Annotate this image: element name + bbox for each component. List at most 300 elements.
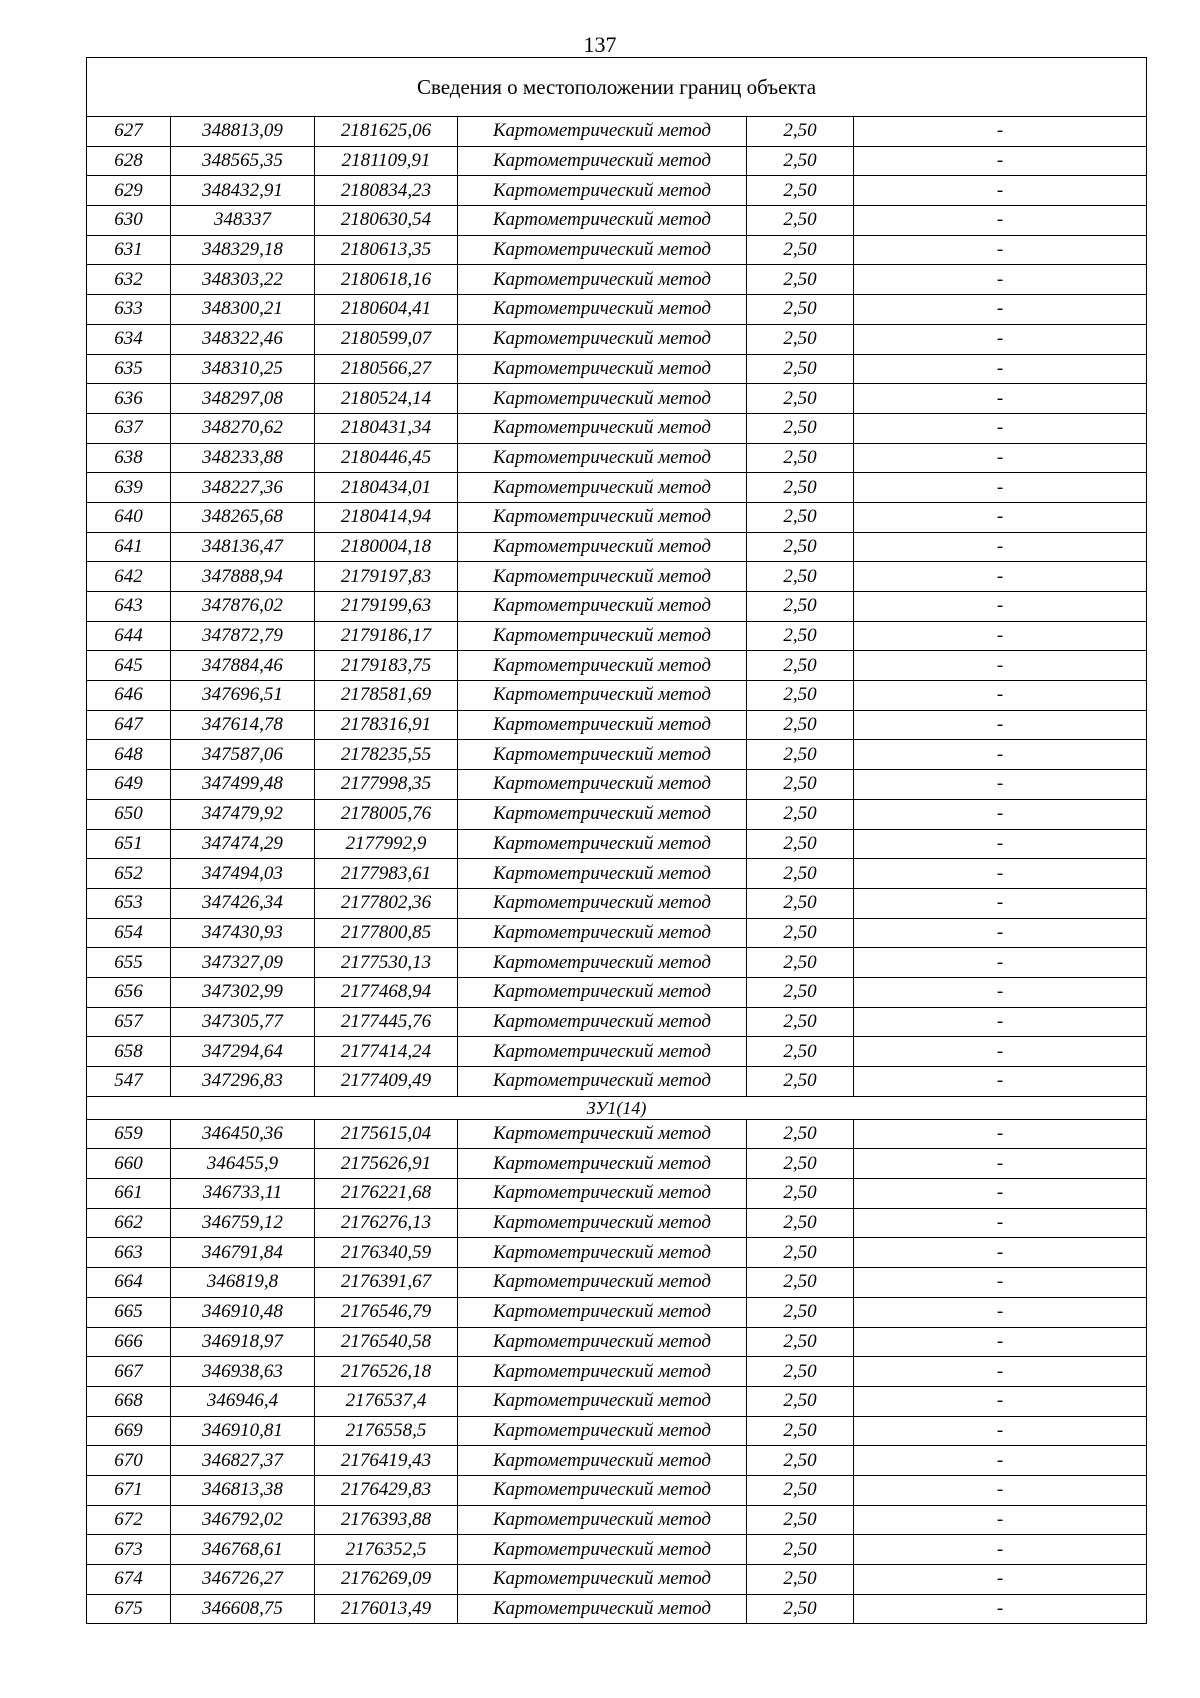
y-coordinate-cell: 2178581,69 <box>315 681 458 711</box>
table-row <box>87 948 1147 978</box>
x-coordinate-cell: 346450,36 <box>171 1119 315 1149</box>
point-number-cell: 637 <box>87 413 171 443</box>
accuracy-cell: 2,50 <box>747 681 854 711</box>
description-cell: - <box>854 681 1147 711</box>
point-number-cell: 639 <box>87 473 171 503</box>
point-number-cell: 636 <box>87 384 171 414</box>
description-cell: - <box>854 621 1147 651</box>
description-cell: - <box>854 1594 1147 1624</box>
accuracy-cell: 2,50 <box>747 354 854 384</box>
method-cell: Картометрический метод <box>458 1007 747 1037</box>
y-coordinate-cell: 2178316,91 <box>315 710 458 740</box>
table-row <box>87 710 1147 740</box>
description-cell: - <box>854 1007 1147 1037</box>
point-number-cell: 656 <box>87 977 171 1007</box>
y-coordinate-cell: 2180434,01 <box>315 473 458 503</box>
description-cell: - <box>854 770 1147 800</box>
y-coordinate-cell: 2177409,49 <box>315 1067 458 1097</box>
x-coordinate-cell: 347587,06 <box>171 740 315 770</box>
method-cell: Картометрический метод <box>458 829 747 859</box>
accuracy-cell: 2,50 <box>747 1594 854 1624</box>
y-coordinate-cell: 2177998,35 <box>315 770 458 800</box>
accuracy-cell: 2,50 <box>747 473 854 503</box>
y-coordinate-cell: 2176540,58 <box>315 1327 458 1357</box>
table-row <box>87 502 1147 532</box>
accuracy-cell: 2,50 <box>747 1067 854 1097</box>
method-cell: Картометрический метод <box>458 1067 747 1097</box>
description-cell: - <box>854 1208 1147 1238</box>
y-coordinate-cell: 2176276,13 <box>315 1208 458 1238</box>
point-number-cell: 647 <box>87 710 171 740</box>
accuracy-cell: 2,50 <box>747 859 854 889</box>
table-row <box>87 651 1147 681</box>
method-cell: Картометрический метод <box>458 888 747 918</box>
table-row <box>87 770 1147 800</box>
table-row <box>87 324 1147 354</box>
accuracy-cell: 2,50 <box>747 1535 854 1565</box>
accuracy-cell: 2,50 <box>747 770 854 800</box>
description-cell: - <box>854 235 1147 265</box>
description-cell: - <box>854 146 1147 176</box>
y-coordinate-cell: 2176546,79 <box>315 1297 458 1327</box>
table-row <box>87 977 1147 1007</box>
method-cell: Картометрический метод <box>458 1357 747 1387</box>
method-cell: Картометрический метод <box>458 1297 747 1327</box>
x-coordinate-cell: 348329,18 <box>171 235 315 265</box>
table-row <box>87 354 1147 384</box>
description-cell: - <box>854 1149 1147 1179</box>
point-number-cell: 631 <box>87 235 171 265</box>
y-coordinate-cell: 2180834,23 <box>315 176 458 206</box>
point-number-cell: 632 <box>87 265 171 295</box>
accuracy-cell: 2,50 <box>747 710 854 740</box>
table-row <box>87 176 1147 206</box>
accuracy-cell: 2,50 <box>747 265 854 295</box>
point-number-cell: 641 <box>87 532 171 562</box>
point-number-cell: 635 <box>87 354 171 384</box>
table-row <box>87 740 1147 770</box>
y-coordinate-cell: 2180604,41 <box>315 295 458 325</box>
table-row <box>87 413 1147 443</box>
method-cell: Картометрический метод <box>458 1416 747 1446</box>
point-number-cell: 643 <box>87 592 171 622</box>
accuracy-cell: 2,50 <box>747 1446 854 1476</box>
section-heading: ЗУ1(14) <box>87 1096 1147 1119</box>
x-coordinate-cell: 347474,29 <box>171 829 315 859</box>
y-coordinate-cell: 2176419,43 <box>315 1446 458 1476</box>
accuracy-cell: 2,50 <box>747 206 854 236</box>
boundary-coordinates-table <box>86 57 1147 1624</box>
x-coordinate-cell: 347426,34 <box>171 888 315 918</box>
method-cell: Картометрический метод <box>458 1446 747 1476</box>
accuracy-cell: 2,50 <box>747 592 854 622</box>
method-cell: Картометрический метод <box>458 324 747 354</box>
x-coordinate-cell: 347872,79 <box>171 621 315 651</box>
point-number-cell: 630 <box>87 206 171 236</box>
method-cell: Картометрический метод <box>458 1179 747 1209</box>
table-body <box>87 117 1147 1624</box>
method-cell: Картометрический метод <box>458 770 747 800</box>
table-row <box>87 1535 1147 1565</box>
y-coordinate-cell: 2180446,45 <box>315 443 458 473</box>
table-row <box>87 621 1147 651</box>
point-number-cell: 653 <box>87 888 171 918</box>
table-row <box>87 799 1147 829</box>
description-cell: - <box>854 1416 1147 1446</box>
y-coordinate-cell: 2176558,5 <box>315 1416 458 1446</box>
point-number-cell: 672 <box>87 1505 171 1535</box>
table-row <box>87 1416 1147 1446</box>
point-number-cell: 634 <box>87 324 171 354</box>
table-title: Сведения о местоположении границ объекта <box>87 58 1147 117</box>
description-cell: - <box>854 948 1147 978</box>
point-number-cell: 660 <box>87 1149 171 1179</box>
y-coordinate-cell: 2180566,27 <box>315 354 458 384</box>
point-number-cell: 662 <box>87 1208 171 1238</box>
y-coordinate-cell: 2176352,5 <box>315 1535 458 1565</box>
y-coordinate-cell: 2180414,94 <box>315 502 458 532</box>
method-cell: Картометрический метод <box>458 1119 747 1149</box>
x-coordinate-cell: 348300,21 <box>171 295 315 325</box>
y-coordinate-cell: 2179199,63 <box>315 592 458 622</box>
point-number-cell: 664 <box>87 1268 171 1298</box>
point-number-cell: 651 <box>87 829 171 859</box>
x-coordinate-cell: 347614,78 <box>171 710 315 740</box>
description-cell: - <box>854 1037 1147 1067</box>
description-cell: - <box>854 562 1147 592</box>
method-cell: Картометрический метод <box>458 265 747 295</box>
point-number-cell: 668 <box>87 1386 171 1416</box>
method-cell: Картометрический метод <box>458 354 747 384</box>
x-coordinate-cell: 348297,08 <box>171 384 315 414</box>
accuracy-cell: 2,50 <box>747 1386 854 1416</box>
method-cell: Картометрический метод <box>458 562 747 592</box>
table-row <box>87 1594 1147 1624</box>
accuracy-cell: 2,50 <box>747 502 854 532</box>
point-number-cell: 652 <box>87 859 171 889</box>
y-coordinate-cell: 2177530,13 <box>315 948 458 978</box>
y-coordinate-cell: 2176340,59 <box>315 1238 458 1268</box>
x-coordinate-cell: 346726,27 <box>171 1565 315 1595</box>
table-row <box>87 532 1147 562</box>
table-row <box>87 1327 1147 1357</box>
x-coordinate-cell: 347294,64 <box>171 1037 315 1067</box>
description-cell: - <box>854 1446 1147 1476</box>
y-coordinate-cell: 2180618,16 <box>315 265 458 295</box>
x-coordinate-cell: 347888,94 <box>171 562 315 592</box>
x-coordinate-cell: 348337 <box>171 206 315 236</box>
accuracy-cell: 2,50 <box>747 1119 854 1149</box>
y-coordinate-cell: 2179183,75 <box>315 651 458 681</box>
page-number: 137 <box>583 32 617 57</box>
method-cell: Картометрический метод <box>458 1208 747 1238</box>
x-coordinate-cell: 348233,88 <box>171 443 315 473</box>
x-coordinate-cell: 347479,92 <box>171 799 315 829</box>
point-number-cell: 675 <box>87 1594 171 1624</box>
accuracy-cell: 2,50 <box>747 1268 854 1298</box>
method-cell: Картометрический метод <box>458 532 747 562</box>
x-coordinate-cell: 346608,75 <box>171 1594 315 1624</box>
description-cell: - <box>854 1297 1147 1327</box>
method-cell: Картометрический метод <box>458 681 747 711</box>
accuracy-cell: 2,50 <box>747 117 854 147</box>
y-coordinate-cell: 2176269,09 <box>315 1565 458 1595</box>
point-number-cell: 663 <box>87 1238 171 1268</box>
x-coordinate-cell: 346938,63 <box>171 1357 315 1387</box>
accuracy-cell: 2,50 <box>747 1149 854 1179</box>
x-coordinate-cell: 346455,9 <box>171 1149 315 1179</box>
x-coordinate-cell: 346819,8 <box>171 1268 315 1298</box>
table-row <box>87 1238 1147 1268</box>
y-coordinate-cell: 2177800,85 <box>315 918 458 948</box>
x-coordinate-cell: 348565,35 <box>171 146 315 176</box>
description-cell: - <box>854 829 1147 859</box>
method-cell: Картометрический метод <box>458 176 747 206</box>
description-cell: - <box>854 473 1147 503</box>
table-row <box>87 1067 1147 1097</box>
point-number-cell: 667 <box>87 1357 171 1387</box>
method-cell: Картометрический метод <box>458 948 747 978</box>
point-number-cell: 645 <box>87 651 171 681</box>
method-cell: Картометрический метод <box>458 1268 747 1298</box>
point-number-cell: 628 <box>87 146 171 176</box>
accuracy-cell: 2,50 <box>747 799 854 829</box>
description-cell: - <box>854 443 1147 473</box>
y-coordinate-cell: 2176013,49 <box>315 1594 458 1624</box>
description-cell: - <box>854 1327 1147 1357</box>
x-coordinate-cell: 348270,62 <box>171 413 315 443</box>
table-row <box>87 1119 1147 1149</box>
y-coordinate-cell: 2180599,07 <box>315 324 458 354</box>
accuracy-cell: 2,50 <box>747 1037 854 1067</box>
point-number-cell: 659 <box>87 1119 171 1149</box>
x-coordinate-cell: 348136,47 <box>171 532 315 562</box>
point-number-cell: 654 <box>87 918 171 948</box>
method-cell: Картометрический метод <box>458 1505 747 1535</box>
point-number-cell: 669 <box>87 1416 171 1446</box>
point-number-cell: 670 <box>87 1446 171 1476</box>
method-cell: Картометрический метод <box>458 710 747 740</box>
method-cell: Картометрический метод <box>458 1149 747 1179</box>
method-cell: Картометрический метод <box>458 859 747 889</box>
description-cell: - <box>854 1119 1147 1149</box>
table-row <box>87 1386 1147 1416</box>
table-row <box>87 681 1147 711</box>
point-number-cell: 657 <box>87 1007 171 1037</box>
description-cell: - <box>854 888 1147 918</box>
x-coordinate-cell: 347305,77 <box>171 1007 315 1037</box>
method-cell: Картометрический метод <box>458 1037 747 1067</box>
description-cell: - <box>854 1505 1147 1535</box>
table-row <box>87 265 1147 295</box>
y-coordinate-cell: 2181109,91 <box>315 146 458 176</box>
y-coordinate-cell: 2177983,61 <box>315 859 458 889</box>
accuracy-cell: 2,50 <box>747 1297 854 1327</box>
accuracy-cell: 2,50 <box>747 384 854 414</box>
table-row <box>87 1297 1147 1327</box>
description-cell: - <box>854 324 1147 354</box>
table-row <box>87 918 1147 948</box>
table-row <box>87 1149 1147 1179</box>
y-coordinate-cell: 2177445,76 <box>315 1007 458 1037</box>
y-coordinate-cell: 2181625,06 <box>315 117 458 147</box>
x-coordinate-cell: 348310,25 <box>171 354 315 384</box>
x-coordinate-cell: 347884,46 <box>171 651 315 681</box>
point-number-cell: 671 <box>87 1475 171 1505</box>
x-coordinate-cell: 346768,61 <box>171 1535 315 1565</box>
x-coordinate-cell: 347302,99 <box>171 977 315 1007</box>
description-cell: - <box>854 384 1147 414</box>
table-row <box>87 1007 1147 1037</box>
x-coordinate-cell: 347499,48 <box>171 770 315 800</box>
description-cell: - <box>854 117 1147 147</box>
table-row <box>87 1037 1147 1067</box>
method-cell: Картометрический метод <box>458 918 747 948</box>
method-cell: Картометрический метод <box>458 651 747 681</box>
y-coordinate-cell: 2177468,94 <box>315 977 458 1007</box>
accuracy-cell: 2,50 <box>747 295 854 325</box>
description-cell: - <box>854 295 1147 325</box>
y-coordinate-cell: 2180431,34 <box>315 413 458 443</box>
accuracy-cell: 2,50 <box>747 948 854 978</box>
x-coordinate-cell: 348813,09 <box>171 117 315 147</box>
point-number-cell: 666 <box>87 1327 171 1357</box>
description-cell: - <box>854 532 1147 562</box>
x-coordinate-cell: 347876,02 <box>171 592 315 622</box>
x-coordinate-cell: 346910,48 <box>171 1297 315 1327</box>
description-cell: - <box>854 413 1147 443</box>
point-number-cell: 640 <box>87 502 171 532</box>
method-cell: Картометрический метод <box>458 235 747 265</box>
table-row <box>87 384 1147 414</box>
accuracy-cell: 2,50 <box>747 1505 854 1535</box>
description-cell: - <box>854 651 1147 681</box>
y-coordinate-cell: 2177414,24 <box>315 1037 458 1067</box>
method-cell: Картометрический метод <box>458 117 747 147</box>
method-cell: Картометрический метод <box>458 384 747 414</box>
accuracy-cell: 2,50 <box>747 977 854 1007</box>
y-coordinate-cell: 2178005,76 <box>315 799 458 829</box>
y-coordinate-cell: 2179186,17 <box>315 621 458 651</box>
description-cell: - <box>854 1268 1147 1298</box>
point-number-cell: 674 <box>87 1565 171 1595</box>
table-row <box>87 1446 1147 1476</box>
description-cell: - <box>854 740 1147 770</box>
method-cell: Картометрический метод <box>458 592 747 622</box>
accuracy-cell: 2,50 <box>747 443 854 473</box>
table-row <box>87 859 1147 889</box>
table-row <box>87 592 1147 622</box>
method-cell: Картометрический метод <box>458 977 747 1007</box>
point-number-cell: 649 <box>87 770 171 800</box>
point-number-cell: 646 <box>87 681 171 711</box>
description-cell: - <box>854 1067 1147 1097</box>
method-cell: Картометрический метод <box>458 621 747 651</box>
y-coordinate-cell: 2176526,18 <box>315 1357 458 1387</box>
x-coordinate-cell: 347327,09 <box>171 948 315 978</box>
accuracy-cell: 2,50 <box>747 532 854 562</box>
table-row <box>87 146 1147 176</box>
x-coordinate-cell: 346813,38 <box>171 1475 315 1505</box>
point-number-cell: 642 <box>87 562 171 592</box>
accuracy-cell: 2,50 <box>747 235 854 265</box>
point-number-cell: 644 <box>87 621 171 651</box>
accuracy-cell: 2,50 <box>747 1238 854 1268</box>
description-cell: - <box>854 176 1147 206</box>
method-cell: Картометрический метод <box>458 1386 747 1416</box>
y-coordinate-cell: 2176391,67 <box>315 1268 458 1298</box>
x-coordinate-cell: 346759,12 <box>171 1208 315 1238</box>
x-coordinate-cell: 346827,37 <box>171 1446 315 1476</box>
table-row <box>87 235 1147 265</box>
section-heading-row <box>87 1096 1147 1119</box>
table-row <box>87 1505 1147 1535</box>
table-row <box>87 1208 1147 1238</box>
accuracy-cell: 2,50 <box>747 176 854 206</box>
point-number-cell: 547 <box>87 1067 171 1097</box>
method-cell: Картометрический метод <box>458 206 747 236</box>
point-number-cell: 658 <box>87 1037 171 1067</box>
description-cell: - <box>854 502 1147 532</box>
point-number-cell: 648 <box>87 740 171 770</box>
description-cell: - <box>854 710 1147 740</box>
method-cell: Картометрический метод <box>458 1238 747 1268</box>
description-cell: - <box>854 265 1147 295</box>
description-cell: - <box>854 799 1147 829</box>
accuracy-cell: 2,50 <box>747 1416 854 1446</box>
accuracy-cell: 2,50 <box>747 1565 854 1595</box>
method-cell: Картометрический метод <box>458 799 747 829</box>
table-row <box>87 443 1147 473</box>
description-cell: - <box>854 1535 1147 1565</box>
description-cell: - <box>854 1565 1147 1595</box>
point-number-cell: 638 <box>87 443 171 473</box>
table-row <box>87 1565 1147 1595</box>
y-coordinate-cell: 2177802,36 <box>315 888 458 918</box>
accuracy-cell: 2,50 <box>747 1208 854 1238</box>
description-cell: - <box>854 918 1147 948</box>
description-cell: - <box>854 592 1147 622</box>
y-coordinate-cell: 2180004,18 <box>315 532 458 562</box>
table-row <box>87 473 1147 503</box>
description-cell: - <box>854 1475 1147 1505</box>
x-coordinate-cell: 348322,46 <box>171 324 315 354</box>
accuracy-cell: 2,50 <box>747 829 854 859</box>
y-coordinate-cell: 2180613,35 <box>315 235 458 265</box>
point-number-cell: 661 <box>87 1179 171 1209</box>
point-number-cell: 627 <box>87 117 171 147</box>
method-cell: Картометрический метод <box>458 1594 747 1624</box>
table-row <box>87 888 1147 918</box>
description-cell: - <box>854 1179 1147 1209</box>
accuracy-cell: 2,50 <box>747 1179 854 1209</box>
x-coordinate-cell: 348432,91 <box>171 176 315 206</box>
y-coordinate-cell: 2176429,83 <box>315 1475 458 1505</box>
y-coordinate-cell: 2180524,14 <box>315 384 458 414</box>
accuracy-cell: 2,50 <box>747 651 854 681</box>
accuracy-cell: 2,50 <box>747 1007 854 1037</box>
accuracy-cell: 2,50 <box>747 918 854 948</box>
x-coordinate-cell: 348265,68 <box>171 502 315 532</box>
method-cell: Картометрический метод <box>458 1327 747 1357</box>
x-coordinate-cell: 348227,36 <box>171 473 315 503</box>
x-coordinate-cell: 347296,83 <box>171 1067 315 1097</box>
y-coordinate-cell: 2180630,54 <box>315 206 458 236</box>
table-row <box>87 295 1147 325</box>
accuracy-cell: 2,50 <box>747 888 854 918</box>
y-coordinate-cell: 2176393,88 <box>315 1505 458 1535</box>
point-number-cell: 633 <box>87 295 171 325</box>
